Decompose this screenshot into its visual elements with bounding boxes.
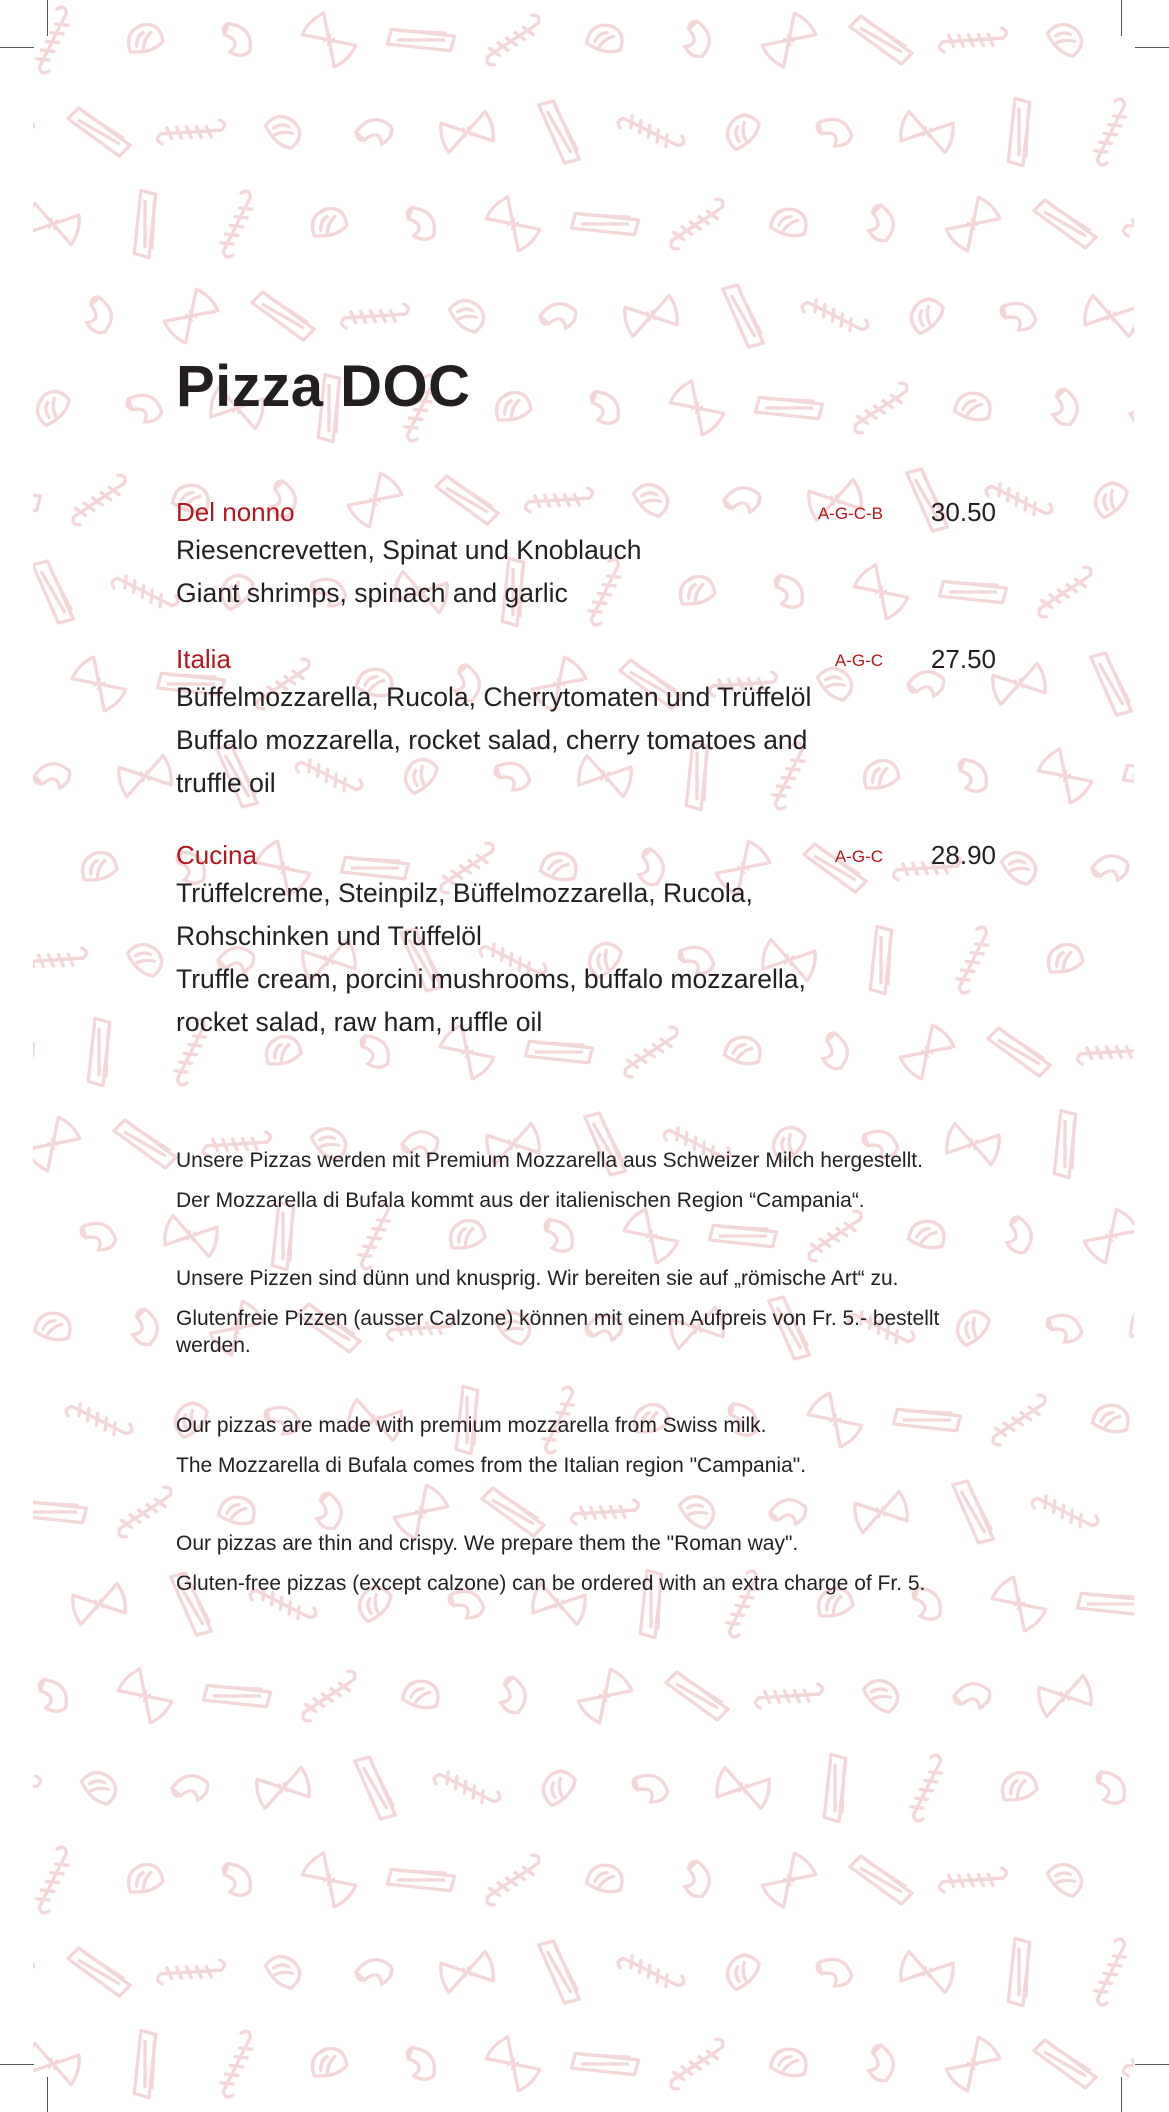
fusilli-icon bbox=[33, 833, 42, 903]
crop-mark-top-right-horizontal bbox=[1135, 47, 1169, 48]
macaroni-icon bbox=[123, 1307, 165, 1349]
penne-icon bbox=[33, 558, 86, 627]
farfalle-icon bbox=[116, 1667, 174, 1725]
macaroni-icon bbox=[632, 1771, 670, 1806]
macaroni-icon bbox=[586, 390, 624, 425]
macaroni-icon bbox=[859, 2043, 901, 2085]
fusilli-icon bbox=[800, 281, 870, 351]
penne-icon bbox=[980, 93, 1058, 171]
conchiglie-icon bbox=[308, 205, 348, 239]
note-line: Our pizzas are made with premium mozzarella from Swiss milk. bbox=[176, 1414, 767, 1437]
macaroni-icon bbox=[402, 206, 440, 241]
notes-de-block-1 bbox=[176, 1147, 996, 1227]
menu-item-allergens: A-G-C bbox=[834, 651, 883, 670]
farfalle-icon bbox=[254, 1767, 311, 1810]
penne-icon bbox=[33, 461, 46, 539]
penne-icon bbox=[566, 2025, 644, 2103]
macaroni-icon bbox=[538, 295, 580, 337]
farfalle-icon bbox=[33, 1115, 82, 1173]
farfalle-icon bbox=[898, 111, 955, 154]
macaroni-icon bbox=[1000, 299, 1038, 334]
fusilli-icon bbox=[754, 1670, 823, 1723]
farfalle-icon bbox=[576, 1667, 634, 1725]
menu-item-header bbox=[176, 495, 996, 529]
fusilli-icon bbox=[33, 934, 88, 987]
farfalle-icon bbox=[33, 2043, 82, 2086]
conchiglie-icon bbox=[999, 845, 1042, 888]
conchiglie-icon bbox=[1045, 17, 1088, 60]
penne-icon bbox=[1078, 650, 1134, 719]
macaroni-icon bbox=[675, 1859, 717, 1901]
macaroni-icon bbox=[816, 1955, 854, 1990]
macaroni-icon bbox=[307, 1491, 349, 1533]
conchiglie-icon bbox=[720, 1949, 763, 1992]
page-title: Pizza DOC bbox=[176, 354, 471, 419]
macaroni-icon bbox=[218, 1862, 256, 1897]
menu-item-description-de: Riesencrevetten, Spinat und Knoblauch bbox=[176, 535, 642, 565]
fusilli-icon bbox=[478, 14, 547, 67]
farfalle-icon bbox=[1036, 747, 1094, 805]
fusilli-icon bbox=[64, 474, 133, 527]
penne-icon bbox=[526, 1938, 592, 2007]
farfalle-icon bbox=[668, 379, 726, 437]
farfalle-icon bbox=[990, 1575, 1048, 1633]
fusilli-icon bbox=[33, 1845, 88, 1915]
farfalle-icon bbox=[1082, 1207, 1134, 1265]
fusilli-icon bbox=[156, 1946, 225, 1999]
farfalle-icon bbox=[1128, 379, 1134, 437]
fusilli-icon bbox=[1122, 1109, 1134, 1179]
fusilli-icon bbox=[616, 1937, 686, 2007]
farfalle-icon bbox=[70, 655, 128, 713]
note-line: Unsere Pizzas werden mit Premium Mozzarella aus Schweizer Milch hergestellt. bbox=[176, 1149, 923, 1172]
fusilli-icon bbox=[616, 97, 686, 167]
farfalle-icon bbox=[116, 755, 173, 798]
menu-item-cucina bbox=[176, 838, 996, 1044]
farfalle-icon bbox=[944, 195, 1002, 253]
notes-en-block-1 bbox=[176, 1412, 996, 1492]
note-line: Unsere Pizzen sind dünn und knusprig. Wir bereiten sie auf „römische Art“ zu. bbox=[176, 1267, 899, 1290]
notes-de-block-2 bbox=[176, 1265, 996, 1372]
menu-item-price: 30.50 bbox=[930, 497, 996, 527]
macaroni-icon bbox=[34, 1678, 72, 1713]
farfalle-icon bbox=[944, 2035, 1002, 2093]
penne-icon bbox=[60, 1013, 138, 1091]
fusilli-icon bbox=[938, 1854, 1007, 1907]
fusilli-icon bbox=[202, 189, 272, 259]
fusilli-icon bbox=[1122, 2038, 1134, 2091]
conchiglie-icon bbox=[998, 1769, 1038, 1803]
menu-item-description-en: Truffle cream, porcini mushrooms, buffalo mozzarella, bbox=[176, 964, 806, 994]
note-line: The Mozzarella di Bufala comes from the Italian region "Campania". bbox=[176, 1454, 807, 1477]
macaroni-icon bbox=[816, 115, 854, 150]
fusilli-icon bbox=[294, 1670, 363, 1723]
penne-icon bbox=[1032, 2030, 1098, 2099]
macaroni-icon bbox=[859, 203, 901, 245]
penne-icon bbox=[750, 369, 828, 447]
conchiglie-icon bbox=[1088, 477, 1131, 520]
farfalle-icon bbox=[990, 663, 1047, 706]
crop-mark-bottom-left-horizontal bbox=[0, 2064, 34, 2065]
conchiglie-icon bbox=[585, 1861, 625, 1895]
penne-icon bbox=[106, 2025, 184, 2103]
fusilli-icon bbox=[846, 382, 915, 435]
farfalle-icon bbox=[33, 103, 36, 161]
farfalle-icon bbox=[1082, 295, 1134, 338]
penne-icon bbox=[33, 1473, 92, 1551]
fusilli-icon bbox=[938, 14, 1007, 67]
farfalle-icon bbox=[300, 11, 358, 69]
conchiglie-icon bbox=[263, 1949, 306, 1992]
conchiglie-icon bbox=[217, 1493, 257, 1527]
notes-en-block-2 bbox=[176, 1530, 996, 1610]
fusilli-icon bbox=[202, 2029, 272, 2099]
farfalle-icon bbox=[33, 1943, 36, 2001]
penne-icon bbox=[382, 1, 460, 79]
fusilli-icon bbox=[1122, 198, 1134, 251]
conchiglie-icon bbox=[33, 1309, 73, 1343]
fusilli-icon bbox=[110, 557, 180, 627]
farfalle-icon bbox=[33, 1031, 36, 1074]
macaroni-icon bbox=[768, 1491, 810, 1533]
penne-icon bbox=[848, 1846, 914, 1915]
fusilli-icon bbox=[662, 198, 731, 251]
fusilli-icon bbox=[110, 1486, 179, 1539]
penne-icon bbox=[796, 1749, 874, 1827]
farfalle-icon bbox=[760, 11, 818, 69]
fusilli-icon bbox=[1076, 97, 1134, 167]
macaroni-icon bbox=[126, 391, 164, 426]
macaroni-icon bbox=[952, 1675, 994, 1717]
menu-item-description-en: Giant shrimps, spinach and garlic bbox=[176, 578, 568, 608]
farfalle-icon bbox=[162, 287, 220, 345]
pasta-pattern-svg bbox=[33, 0, 1134, 2112]
macaroni-icon bbox=[77, 295, 119, 337]
farfalle-icon bbox=[1128, 1307, 1134, 1350]
conchiglie-icon bbox=[1045, 1857, 1088, 1900]
penne-icon bbox=[106, 185, 184, 263]
menu-item-italia bbox=[176, 642, 996, 805]
fusilli-icon bbox=[1076, 1026, 1134, 1079]
penne-icon bbox=[710, 282, 776, 351]
menu-item-name: Italia bbox=[176, 644, 231, 674]
conchiglie-icon bbox=[953, 389, 993, 423]
conchiglie-icon bbox=[904, 293, 947, 336]
conchiglie-icon bbox=[401, 1677, 441, 1711]
conchiglie-icon bbox=[769, 205, 809, 239]
menu-item-description-de: Büffelmozzarella, Rucola, Cherrytomaten und Trüffelöl bbox=[176, 682, 812, 712]
macaroni-icon bbox=[1092, 1770, 1130, 1805]
fusilli-icon bbox=[64, 1385, 134, 1455]
penne-icon bbox=[1118, 737, 1134, 815]
farfalle-icon bbox=[300, 1851, 358, 1909]
crop-mark-top-left-horizontal bbox=[0, 47, 34, 48]
crop-mark-top-right-vertical bbox=[1121, 0, 1122, 36]
penne-icon bbox=[342, 1754, 408, 1823]
conchiglie-icon bbox=[677, 1489, 720, 1532]
macaroni-icon bbox=[675, 19, 717, 61]
conchiglie-icon bbox=[33, 385, 73, 428]
farfalle-icon bbox=[438, 111, 495, 154]
macaroni-icon bbox=[402, 2046, 440, 2081]
penne-icon bbox=[848, 6, 914, 75]
menu-item-description-de: Rohschinken und Trüffelöl bbox=[176, 921, 482, 951]
penne-icon bbox=[1026, 1105, 1104, 1183]
note-line: Gluten-free pizzas (except calzone) can be ordered with an extra charge of Fr. 5. bbox=[176, 1572, 926, 1595]
note-line: Glutenfreie Pizzen (ausser Calzone) können mit einem Aufpreis von Fr. 5.- bestellt werden. bbox=[176, 1307, 940, 1357]
fusilli-icon bbox=[432, 1753, 502, 1823]
macaroni-icon bbox=[33, 755, 74, 797]
menu-item-name: Del nonno bbox=[176, 497, 295, 527]
conchiglie-icon bbox=[124, 1861, 164, 1895]
farfalle-icon bbox=[438, 1951, 495, 1994]
menu-item-header bbox=[176, 838, 996, 872]
penne-icon bbox=[980, 1933, 1058, 2011]
penne-icon bbox=[526, 98, 592, 167]
fusilli-icon bbox=[340, 290, 409, 343]
conchiglie-icon bbox=[308, 2045, 348, 2079]
conchiglie-icon bbox=[585, 21, 625, 55]
macaroni-icon bbox=[354, 111, 396, 153]
farfalle-icon bbox=[622, 295, 679, 338]
macaroni-icon bbox=[170, 1767, 212, 1809]
farfalle-icon bbox=[898, 1951, 955, 1994]
penne-icon bbox=[1032, 190, 1098, 259]
menu-item-description-en: rocket salad, raw ham, ruffle oil bbox=[176, 1007, 543, 1037]
penne-icon bbox=[66, 98, 132, 167]
macaroni-icon bbox=[1046, 1311, 1084, 1346]
note-line: Our pizzas are thin and crispy. We prepare them the "Roman way". bbox=[176, 1532, 799, 1555]
menu-item-name: Cucina bbox=[176, 840, 257, 870]
penne-icon bbox=[198, 1657, 276, 1735]
crop-mark-bottom-right-vertical bbox=[1121, 2077, 1122, 2112]
crop-mark-bottom-left-vertical bbox=[47, 2077, 48, 2112]
penne-icon bbox=[1124, 1662, 1134, 1731]
conchiglie-icon bbox=[1091, 1401, 1131, 1435]
penne-icon bbox=[250, 282, 316, 351]
menu-item-price: 27.50 bbox=[930, 644, 996, 674]
menu-item-price: 28.90 bbox=[930, 840, 996, 870]
macaroni-icon bbox=[354, 1951, 396, 1993]
farfalle-icon bbox=[852, 1491, 909, 1534]
penne-icon bbox=[66, 1938, 132, 2007]
menu-item-allergens: A-G-C-B bbox=[817, 504, 883, 523]
pasta-pattern-background bbox=[33, 0, 1134, 2112]
penne-icon bbox=[664, 1662, 730, 1731]
penne-icon bbox=[33, 1386, 40, 1455]
fusilli-icon bbox=[892, 1753, 962, 1823]
macaroni-icon bbox=[1043, 387, 1085, 429]
conchiglie-icon bbox=[1044, 941, 1084, 975]
farfalle-icon bbox=[760, 1851, 818, 1909]
menu-item-header bbox=[176, 642, 996, 676]
farfalle-icon bbox=[1036, 1675, 1093, 1718]
menu-item-description-en: truffle oil bbox=[176, 768, 276, 798]
macaroni-icon bbox=[997, 1215, 1039, 1257]
conchiglie-icon bbox=[79, 1765, 122, 1808]
note-line: Der Mozzarella di Bufala kommt aus der italienischen Region “Campania“. bbox=[176, 1189, 865, 1212]
conchiglie-icon bbox=[125, 937, 168, 980]
conchiglie-icon bbox=[769, 2045, 809, 2079]
macaroni-icon bbox=[491, 1675, 533, 1717]
fusilli-icon bbox=[1076, 1937, 1134, 2007]
menu-item-del-nonno bbox=[176, 495, 996, 615]
conchiglie-icon bbox=[78, 849, 118, 883]
farfalle-icon bbox=[484, 2035, 542, 2093]
menu-item-description-en: Buffalo mozzarella, rocket salad, cherry tomatoes and bbox=[176, 725, 808, 755]
menu-item-description-de: Trüffelcreme, Steinpilz, Büffelmozzarella, Rucola, bbox=[176, 878, 753, 908]
conchiglie-icon bbox=[263, 109, 306, 152]
fusilli-icon bbox=[1030, 1477, 1100, 1547]
farfalle-icon bbox=[70, 1583, 127, 1626]
fusilli-icon bbox=[478, 1854, 547, 1907]
fusilli-icon bbox=[156, 106, 225, 159]
penne-icon bbox=[566, 185, 644, 263]
penne-icon bbox=[1072, 1565, 1134, 1643]
fusilli-icon bbox=[33, 5, 88, 75]
conchiglie-icon bbox=[861, 1673, 904, 1716]
farfalle-icon bbox=[33, 203, 82, 246]
conchiglie-icon bbox=[492, 389, 532, 423]
farfalle-icon bbox=[714, 1767, 771, 1810]
menu-item-allergens: A-G-C bbox=[834, 847, 883, 866]
penne-icon bbox=[382, 1841, 460, 1919]
macaroni-icon bbox=[80, 1219, 118, 1254]
fusilli-icon bbox=[33, 1762, 42, 1815]
crop-mark-top-left-vertical bbox=[47, 0, 48, 36]
crop-mark-bottom-right-horizontal bbox=[1135, 2064, 1169, 2065]
conchiglie-icon bbox=[536, 1765, 579, 1808]
farfalle-icon bbox=[484, 195, 542, 253]
conchiglie-icon bbox=[447, 293, 490, 336]
fusilli-icon bbox=[662, 2038, 731, 2091]
macaroni-icon bbox=[1090, 847, 1132, 889]
macaroni-icon bbox=[218, 22, 256, 57]
conchiglie-icon bbox=[720, 109, 763, 152]
fusilli-icon bbox=[1030, 566, 1099, 619]
conchiglie-icon bbox=[124, 21, 164, 55]
pattern-tiles bbox=[33, 1, 1134, 2112]
penne-icon bbox=[112, 1110, 178, 1179]
